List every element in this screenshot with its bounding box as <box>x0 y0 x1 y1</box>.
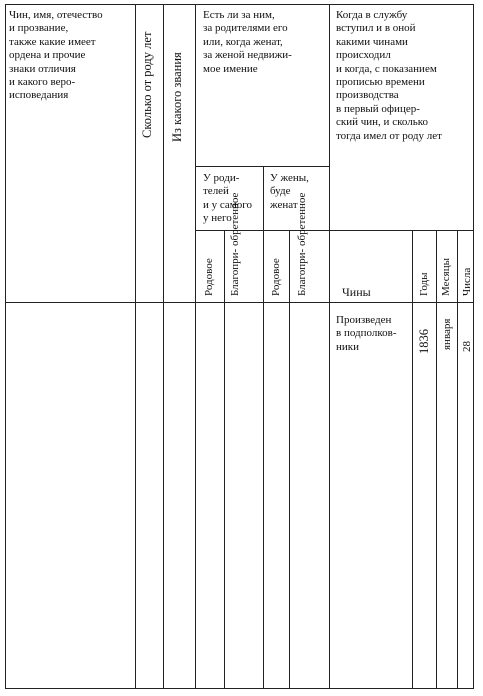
col-divider-parents-wife <box>263 166 264 689</box>
row-ranks: Произведен в подполков- ники <box>336 314 397 353</box>
header-acquired-wife: Благопри- обретенное <box>296 192 308 296</box>
header-acquired-parents: Благопри- обретенное <box>229 192 241 296</box>
header-months: Месяцы <box>440 257 452 296</box>
col-divider-estate-inner-1 <box>224 230 225 689</box>
header-name-rank: Чин, имя, отечество и прозвание, также какие имеет ордена и прочие знаки отличия и какого веро- исповедания <box>9 9 103 102</box>
col-divider-origin-estate <box>195 4 196 689</box>
header-estate-wife: У жены, буде женат <box>270 172 309 211</box>
col-divider-months-days <box>457 230 458 689</box>
col-divider-estate-inner-2 <box>289 230 290 689</box>
header-bottom-rule <box>5 302 473 303</box>
col-divider-years-months <box>436 230 437 689</box>
header-ancestral-wife: Родовое <box>270 258 282 296</box>
estate-subheader-rule <box>195 166 329 167</box>
col-divider-age-origin <box>163 4 164 689</box>
col-divider-ranks-years <box>412 230 413 689</box>
row-year: 1836 <box>417 329 431 354</box>
header-days: Числа <box>461 267 473 296</box>
header-years: Годы <box>418 272 430 296</box>
header-estate-parents: У роди- телей и у самого у него <box>203 172 252 225</box>
row-month: января <box>441 318 453 350</box>
col-divider-estate-service <box>329 4 330 689</box>
header-ancestral-parents: Родовое <box>203 258 215 296</box>
header-estate: Есть ли за ним, за родителями его или, когда женат, за женой недвижи- мое имение <box>203 9 292 75</box>
table-top-border <box>5 4 473 5</box>
table-bottom-border <box>5 688 473 689</box>
col-divider-name-age <box>135 4 136 689</box>
header-ranks: Чины <box>342 285 371 299</box>
table-left-border <box>5 4 6 689</box>
header-origin: Из какого звания <box>170 52 184 142</box>
header-age: Сколько от роду лет <box>140 31 154 138</box>
row-day: 28 <box>461 341 473 352</box>
header-service: Когда в службу вступил и в оной какими чинами происходил и когда, с показанием прописью времени производства в первый офицер- ский чин, и сколько тогда имел от роду лет <box>336 9 442 142</box>
